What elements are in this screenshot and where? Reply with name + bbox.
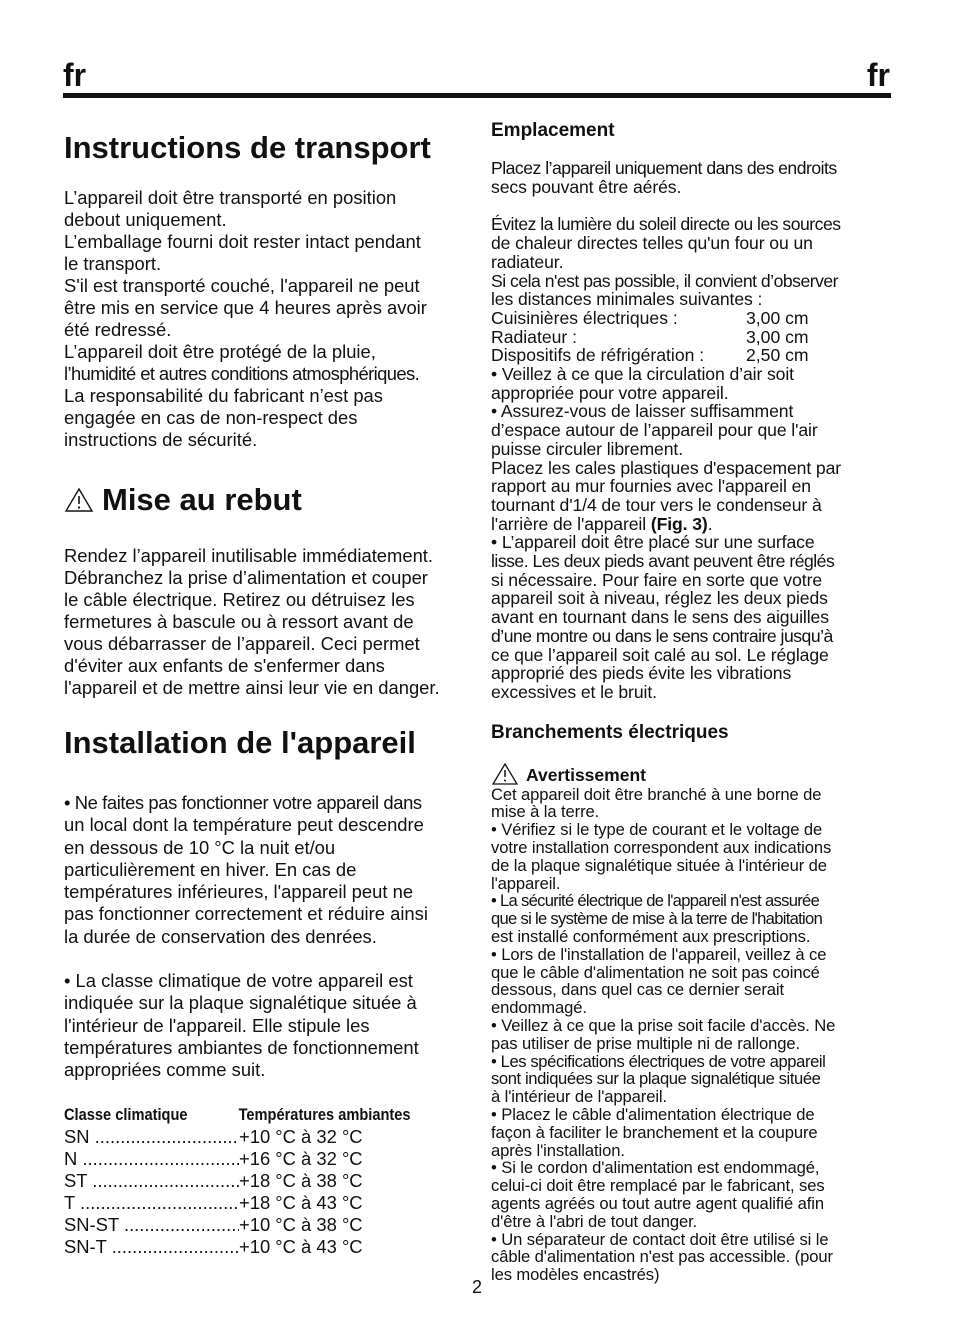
text-line: Si cela n'est pas possible, il convient d’observer (491, 270, 839, 291)
branchements-heading: Branchements électriques (491, 721, 729, 743)
fig-line-end: . (707, 513, 713, 534)
text-line: S'il est transporté couché, l'appareil ne peut (64, 275, 420, 296)
text-line: Évitez la lumière du soleil directe ou les sources (491, 214, 841, 235)
text-line: d'éviter aux enfants de s'enfermer dans (64, 655, 385, 676)
text-line: l'appareil. (491, 873, 561, 893)
text-line: mise à la terre. (491, 802, 600, 822)
climate-class: SN-T ..... (64, 1236, 239, 1258)
text-line: l’humidité et autres conditions atmosphériques. (64, 363, 420, 384)
warning-triangle-icon (491, 762, 519, 786)
text-line: lisse. Les deux pieds avant peuvent être réglés (491, 551, 835, 572)
distance-value: 3,00 cm (746, 326, 809, 347)
text-line: Cet appareil doit être branché à une borne de (491, 784, 822, 804)
list-item (491, 328, 893, 347)
text-line: d'être à l'abri de tout danger. (491, 1211, 698, 1231)
table-row (64, 1170, 466, 1192)
text-line: debout uniquement. (64, 209, 227, 230)
text-line: que si le système de mise à la terre de l'habitation (491, 909, 823, 929)
climate-class: N ..... (64, 1148, 239, 1170)
climate-class: T ..... (64, 1192, 239, 1214)
distance-value: 2,50 cm (746, 345, 809, 366)
climate-temp-header: Températures ambiantes (238, 1104, 411, 1124)
distance-value: 3,00 cm (746, 307, 809, 328)
text-line: vous débarrasser de l’appareil. Ceci permet (64, 633, 420, 654)
climate-temp: +16 °C à 32 °C (239, 1147, 363, 1169)
climate-class: ST ..... (64, 1170, 239, 1192)
text-line: un local dont la température peut descendre (64, 814, 424, 836)
text-line: été redressé. (64, 319, 172, 340)
text-line: est installé conformément aux prescriptions. (491, 927, 811, 947)
branchements-text (491, 786, 893, 1284)
text-line: l'intérieur de l'appareil. Elle stipule les (64, 1014, 370, 1036)
text-line: La responsabilité du fabricant n’est pas (64, 385, 383, 406)
text-line: secs pouvant être aérés. (491, 176, 682, 197)
text-line: L’emballage fourni doit rester intact pendant (64, 231, 421, 252)
text-line: indiquée sur la plaque signalétique située à (64, 992, 417, 1014)
transport-text (64, 187, 466, 451)
text-line: si nécessaire. Pour faire en sorte que votre (491, 569, 823, 590)
text-line: puisse circuler librement. (491, 438, 683, 459)
page-number: 2 (472, 1277, 483, 1297)
text-line: l'appareil et de mettre ainsi leur vie en danger. (64, 677, 440, 698)
emplacement-para-1 (491, 159, 893, 196)
text-line: appareil soit à niveau, réglez les deux pieds (491, 588, 828, 609)
text-line: agents agréés ou tout autre agent qualifié afin (491, 1194, 824, 1214)
rebut-heading (64, 480, 466, 520)
text-line: Placez les cales plastiques d'espacement par (491, 457, 842, 478)
warning-triangle-icon (64, 487, 94, 513)
list-item (491, 309, 893, 328)
header-rule (63, 93, 891, 98)
text-line: d’une montre ou dans le sens contraire jusqu’à (491, 625, 833, 646)
climate-temp: +10 °C à 38 °C (239, 1213, 363, 1235)
fig-line-start: l'arrière de l'appareil (491, 513, 651, 534)
text-line: • Un séparateur de contact doit être utilisé si le (491, 1229, 829, 1249)
climate-class-header: Classe climatique (64, 1104, 188, 1124)
climate-table-header (64, 1104, 451, 1126)
text-line: que le câble d'alimentation ne soit pas coincé (491, 962, 820, 982)
text-line: tournant d'1/4 de tour vers le condenseur à (491, 494, 822, 515)
text-line: fermetures à bascule ou à ressort avant de (64, 611, 414, 632)
text-line: câble d'alimentation n'est pas accessible. (pour (491, 1247, 833, 1267)
text-line: pas fonctionner correctement et réduire ainsi (64, 903, 428, 925)
text-line: rapport au mur fournies avec l'appareil en (491, 476, 811, 497)
text-line: approprié des pieds évite les vibrations (491, 663, 792, 684)
distance-label: Dispositifs de réfrigération : (491, 345, 705, 366)
text-line: • Veillez à ce que la prise soit facile d'accès. Ne (491, 1016, 836, 1036)
text-line: • Veillez à ce que la circulation d’air soit (491, 364, 794, 385)
text-line: Débranchez la prise d’alimentation et couper (64, 567, 428, 588)
climate-temp: +10 °C à 32 °C (239, 1125, 363, 1147)
text-line: les distances minimales suivantes : (491, 289, 763, 310)
table-row (64, 1192, 466, 1214)
climate-temp: +18 °C à 38 °C (239, 1169, 363, 1191)
text-line: avant en tournant dans le sens des aiguilles (491, 607, 829, 628)
text-line: celui-ci doit être remplacé par le fabricant, ses (491, 1176, 825, 1196)
text-line: votre installation correspondent aux indications (491, 838, 832, 858)
fig-reference: (Fig. 3) (650, 513, 708, 534)
table-row (64, 1214, 466, 1236)
text-line: particulièrement en hiver. En cas de (64, 858, 357, 880)
text-line: être mis en service que 4 heures après avoir (64, 297, 427, 318)
distance-list (491, 309, 893, 365)
text-line: dessous, dans quel cas ce dernier serait (491, 980, 785, 1000)
text-line: radiateur. (491, 251, 564, 272)
text-line: Placez l’appareil uniquement dans des endroits (491, 158, 837, 178)
table-row (64, 1236, 466, 1258)
text-line: engagée en cas de non-respect des (64, 407, 358, 428)
text-line: après l'installation. (491, 1140, 625, 1160)
text-line: • Vérifiez si le type de courant et le voltage de (491, 820, 823, 840)
text-line: façon à faciliter le branchement et la coupure (491, 1122, 818, 1142)
installation-para-1 (64, 792, 466, 948)
text-line: • Lors de l'installation de l'appareil, veillez à ce (491, 944, 827, 964)
language-label-right: fr (866, 57, 890, 93)
distance-label: Radiateur : (491, 326, 578, 347)
rebut-text (64, 545, 466, 699)
text-line: excessives et le bruit. (491, 681, 657, 702)
left-column (64, 128, 466, 1258)
table-row (64, 1148, 466, 1170)
text-line: températures inférieures, l'appareil peut ne (64, 881, 414, 903)
emplacement-para-3 (491, 365, 893, 533)
climate-table (64, 1104, 466, 1258)
text-line: appropriées comme suit. (64, 1059, 266, 1081)
text-line: • Si le cordon d'alimentation est endommagé, (491, 1158, 820, 1178)
text-line: • Assurez-vous de laisser suffisamment (491, 401, 794, 422)
emplacement-para-2 (491, 215, 893, 309)
installation-para-2 (64, 970, 466, 1081)
text-line: le câble électrique. Retirez ou détruisez les (64, 589, 415, 610)
text-line: L’appareil doit être protégé de la pluie, (64, 341, 376, 362)
warning-label (491, 762, 893, 786)
climate-class: SN-ST ..... (64, 1214, 239, 1236)
right-column (491, 118, 893, 1284)
transport-heading: Instructions de transport (64, 130, 431, 165)
climate-class: SN ..... (64, 1126, 239, 1148)
emplacement-para-4 (491, 533, 893, 701)
text-line: appropriée pour votre appareil. (491, 382, 729, 403)
text-line: • Placez le câble d'alimentation électrique de (491, 1105, 815, 1125)
text-line: à l'intérieur de l'appareil. (491, 1087, 668, 1107)
text-line: instructions de sécurité. (64, 429, 258, 450)
text-line: ce que l’appareil soit calé au sol. Le réglage (491, 644, 829, 665)
text-line: d’espace autour de l’appareil pour que l'air (491, 420, 818, 441)
text-line: températures ambiantes de fonctionnement (64, 1036, 419, 1058)
text-line: les modèles encastrés) (491, 1265, 660, 1285)
installation-heading: Installation de l'appareil (64, 725, 416, 760)
text-line: la durée de conservation des denrées. (64, 925, 377, 947)
text-line: • La classe climatique de votre appareil est (64, 970, 413, 992)
text-line: de chaleur directes telles qu'un four ou un (491, 233, 813, 254)
text-line: • La sécurité électrique de l'appareil n'est assurée (491, 891, 820, 911)
text-line (491, 515, 893, 534)
climate-temp: +18 °C à 43 °C (239, 1191, 363, 1213)
table-row (64, 1126, 466, 1148)
text-line: Rendez l’appareil inutilisable immédiatement. (64, 545, 434, 566)
climate-temp: +10 °C à 43 °C (239, 1235, 363, 1257)
text-line: le transport. (64, 253, 162, 274)
warning-text: Avertissement (526, 764, 646, 785)
text-line: endommagé. (491, 998, 587, 1018)
text-line: de la plaque signalétique située à l'intérieur de (491, 855, 827, 875)
text-line: L’appareil doit être transporté en position (64, 187, 397, 208)
list-item (491, 346, 893, 365)
text-line: • Ne faites pas fonctionner votre appareil dans (64, 792, 422, 813)
text-line: • Les spécifications électriques de votre appareil (491, 1051, 826, 1071)
text-line: en dessous de 10 °C la nuit et/ou (64, 836, 336, 858)
distance-label: Cuisinières électriques : (491, 307, 678, 328)
text-line: sont indiquées sur la plaque signalétique située (491, 1069, 821, 1089)
emplacement-heading: Emplacement (491, 120, 615, 141)
text-line: • L’appareil doit être placé sur une surface (491, 532, 815, 553)
text-line: pas utiliser de prise multiple ni de rallonge. (491, 1033, 801, 1053)
rebut-heading-text: Mise au rebut (102, 482, 302, 517)
language-label-left: fr (63, 57, 87, 93)
